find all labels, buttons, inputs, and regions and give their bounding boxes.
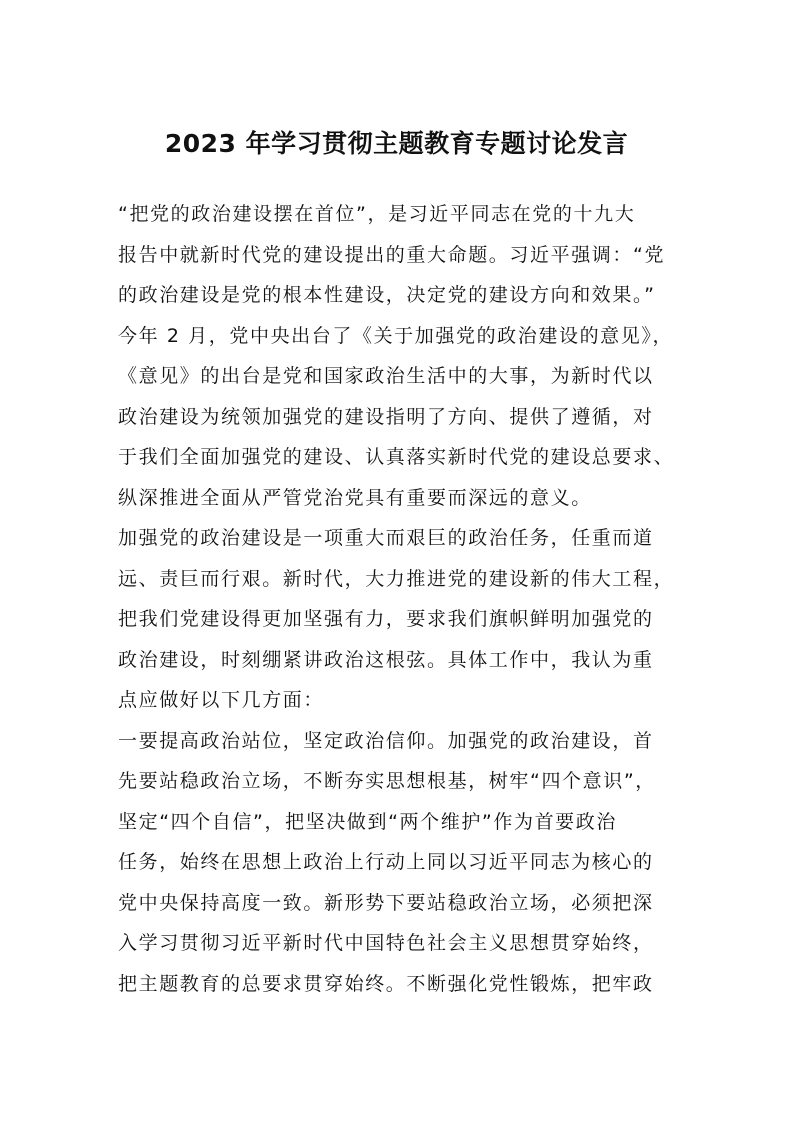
text-line: 政治建设，时刻绷紧讲政治这根弦。具体工作中，我认为重 bbox=[118, 648, 654, 671]
text-line: 任务，始终在思想上政治上行动上同以习近平同志为核心的 bbox=[118, 851, 654, 873]
text-line: 坚定“四个自信”，把坚决做到“两个维护”作为首要政治 bbox=[118, 810, 617, 833]
text-line: 入学习贯彻习近平新时代中国特色社会主义思想贯穿始终， bbox=[118, 932, 654, 954]
text-line: 的政治建设是党的根本性建设，决定党的建设方向和效果。” bbox=[118, 284, 656, 306]
text-line: 今年 2 月，党中央出台了《关于加强党的政治建设的意见》， bbox=[118, 324, 674, 347]
text-line: 政治建设为统领加强党的建设指明了方向、提供了遵循，对 bbox=[118, 405, 654, 428]
text-line: 于我们全面加强党的建设、认真落实新时代党的建设总要求、 bbox=[118, 446, 675, 468]
text-line: “把党的政治建设摆在首位”，是习近平同志在党的十九大 bbox=[118, 203, 636, 225]
text-line: 《意见》的出台是党和国家政治生活中的大事，为新时代以 bbox=[118, 365, 654, 387]
text-line: 党中央保持高度一致。新形势下要站稳政治立场，必须把深 bbox=[118, 891, 654, 914]
text-line: 把我们党建设得更加坚强有力，要求我们旗帜鲜明加强党的 bbox=[118, 608, 654, 630]
text-line: 先要站稳政治立场，不断夯实思想根基，树牢“四个意识”， bbox=[118, 770, 656, 792]
text-line: 加强党的政治建设是一项重大而艰巨的政治任务，任重而道 bbox=[118, 527, 654, 549]
text-line: 一要提高政治站位，坚定政治信仰。加强党的政治建设，首 bbox=[118, 729, 654, 752]
text-line: 把主题教育的总要求贯穿始终。不断强化党性锻炼，把牢政 bbox=[118, 972, 654, 995]
document-body bbox=[118, 194, 688, 1004]
text-line: 点应做好以下几方面： bbox=[118, 689, 325, 711]
text-line: 纵深推进全面从严管党治党具有重要而深远的意义。 bbox=[118, 486, 592, 509]
text-line: 远、责巨而行艰。新时代，大力推进党的建设新的伟大工程， bbox=[118, 567, 675, 590]
text-line: 报告中就新时代党的建设提出的重大命题。习近平强调：“党 bbox=[118, 243, 666, 266]
document-title: 2023 年学习贯彻主题教育专题讨论发言 bbox=[164, 129, 629, 158]
